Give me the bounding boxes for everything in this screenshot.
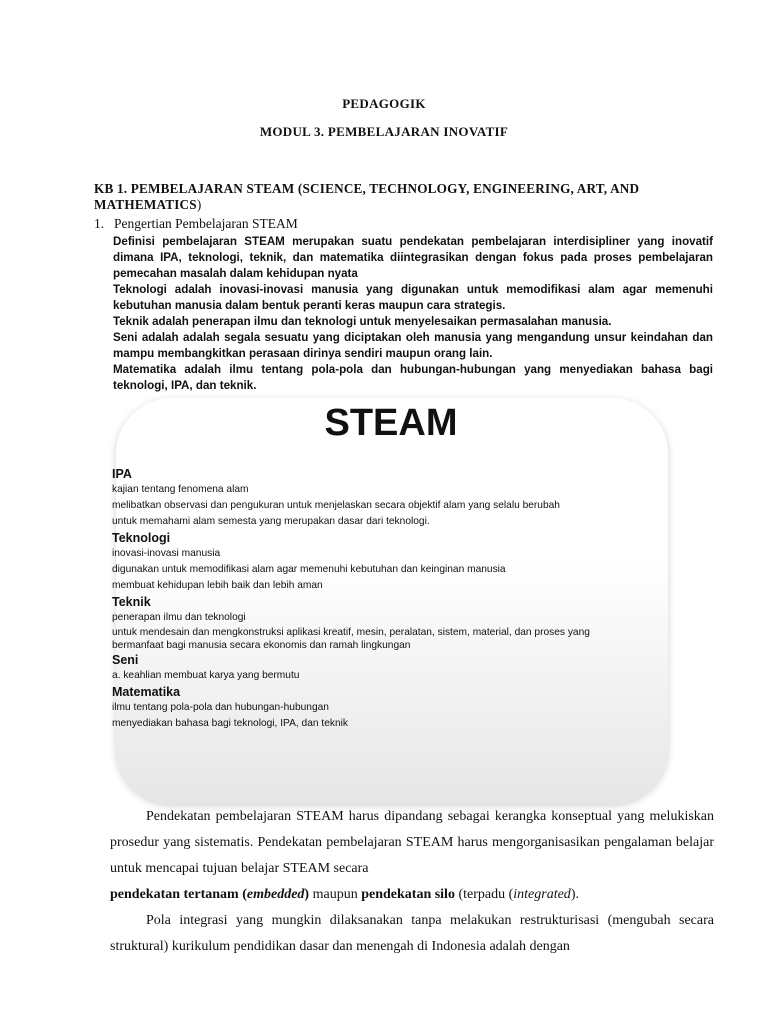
card-line: untuk mendesain dan mengkonstruksi aplikasi kreatif, mesin, peralatan, sistem, material, dan proses yang [112,627,590,638]
card-section-ipa [112,466,672,530]
card-section-matematika [112,684,672,732]
card-section-title: Teknologi [112,531,171,545]
paragraph-1-end [110,882,714,908]
term-embedded-label: pendekatan tertanam ( [110,887,247,902]
body-text [110,804,714,960]
connector-text: maupun [309,887,362,902]
paragraph-1 [110,804,714,882]
list-item-label: Pengertian Pembelajaran STEAM [114,216,298,231]
term-silo: pendekatan silo [361,887,455,902]
module-title: MODUL 3. PEMBELAJARAN INOVATIF [259,124,509,139]
list-item-number: 1. [94,216,105,231]
card-section-title: Seni [112,653,139,667]
card-section-seni [112,652,672,684]
definitions-block [113,234,713,394]
document-title: PEDAGOGIK [342,96,426,111]
card-line: bermanfaat bagi manusia secara ekonomis dan ramah lingkungan [112,640,411,651]
section-heading [94,181,694,213]
definition-seni: Seni adalah adalah segala sesuatu yang diciptakan oleh manusia yang mengandung unsur keindahan dan mampu membangkitkan perasaan dirinya sendiri maupun orang lain. [113,331,713,360]
paragraph-2: Pola integrasi yang mungkin dilaksanakan tanpa melakukan restrukturisasi (mengubah secara struktural) kurikulum pendidikan dasar dan menengah di Indonesia adalah dengan [110,913,714,954]
paragraph-1-close: ). [570,887,579,902]
steam-card-content [112,466,672,732]
list-item-1 [94,216,298,232]
card-line: inovasi-inovasi manusia [112,548,221,559]
term-embedded: embedded [246,887,305,902]
term-integrated: integrated [513,887,571,902]
card-section-title: IPA [112,467,132,481]
definition-steam: Definisi pembelajaran STEAM merupakan suatu pendekatan pembelajaran interdisipliner yang inovatif dimana IPA, teknologi, teknik, dan matematika diintegrasikan dengan fokus pada proses pembelajaran pemecahan masalah dalam kehidupan nyata [113,235,713,280]
card-line: melibatkan observasi dan pengukuran untuk menjelaskan secara objektif alam yang selalu berubah [112,500,560,511]
card-line: membuat kehidupan lebih baik dan lebih aman [112,580,323,591]
term-terpadu: (terpadu ( [454,887,514,902]
section-heading-close: ) [196,197,202,212]
card-section-title: Matematika [112,685,181,699]
card-section-teknologi [112,530,672,594]
paragraph-1-text: Pendekatan pembelajaran STEAM harus dipandang sebagai kerangka konseptual yang melukiskan prosedur yang sistematis. Pendekatan pembelajaran STEAM harus mengorganisasikan pengalaman belajar untuk mencapai tujuan belajar STEAM secara [110,809,714,876]
section-heading-text: KB 1. PEMBELAJARAN STEAM (SCIENCE, TECHNOLOGY, ENGINEERING, ART, AND MATHEMATICS [94,181,640,212]
card-line: a. keahlian membuat karya yang bermutu [112,670,300,681]
card-line: digunakan untuk memodifikasi alam agar memenuhi kebutuhan dan keinginan manusia [112,564,506,575]
card-line: ilmu tentang pola-pola dan hubungan-hubungan [112,702,329,713]
definition-teknologi: Teknologi adalah inovasi-inovasi manusia yang digunakan untuk memodifikasi alam agar memenuhi kebutuhan manusia dalam bentuk peranti keras maupun cara strategis. [113,283,713,312]
definition-teknik: Teknik adalah penerapan ilmu dan teknologi untuk menyelesaikan permasalahan manusia. [113,315,612,328]
steam-card-title: STEAM [324,402,458,444]
card-line: kajian tentang fenomena alam [112,484,249,495]
card-line: untuk memahami alam semesta yang merupakan dasar dari teknologi. [112,516,430,527]
card-section-title: Teknik [112,595,151,609]
card-line: penerapan ilmu dan teknologi [112,612,246,623]
definition-matematika: Matematika adalah ilmu tentang pola-pola dan hubungan-hubungan yang menyediakan bahasa bagi teknologi, IPA, dan teknik. [113,363,713,392]
card-section-teknik [112,594,672,652]
term-embedded-close: ) [304,887,310,902]
card-line: menyediakan bahasa bagi teknologi, IPA, dan teknik [112,718,348,729]
